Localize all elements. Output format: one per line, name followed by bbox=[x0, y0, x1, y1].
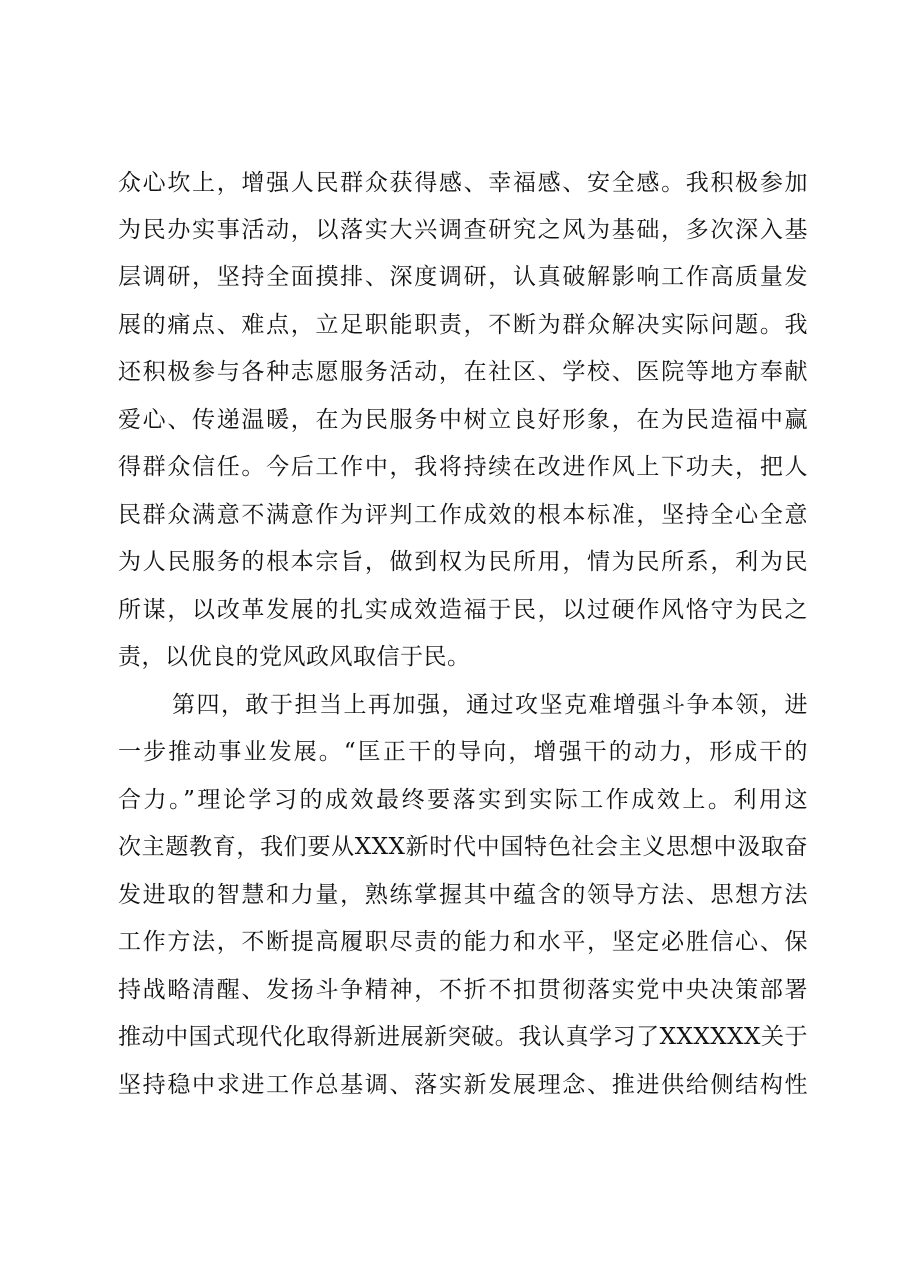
paragraph-1-line-11: 责，以优良的党风政风取信于民。 bbox=[118, 644, 471, 670]
paragraph-1-line-3: 层调研，坚持全面摸排、深度调研，认真破解影响工作高质量发 bbox=[118, 264, 808, 290]
paragraph-1-line-1: 众心坎上，增强人民群众获得感、幸福感、安全感。我积极参加 bbox=[118, 170, 808, 196]
paragraph-2-line-4: 次主题教育，我们要从XXX新时代中国特色社会主义思想中汲取奋 bbox=[118, 834, 808, 860]
paragraph-1-line-7: 得群众信任。今后工作中，我将持续在改进作风上下功夫，把人 bbox=[118, 454, 808, 480]
paragraph-2-line-2: 一步推动事业发展。“匡正干的导向，增强干的动力，形成干的 bbox=[118, 739, 808, 765]
paragraph-2-line-9: 坚持稳中求进工作总基调、落实新发展理念、推进供给侧结构性 bbox=[118, 1072, 808, 1098]
paragraph-1-line-8: 民群众满意不满意作为评判工作成效的根本标准，坚持全心全意 bbox=[118, 502, 808, 528]
paragraph-2-line-8: 推动中国式现代化取得新进展新突破。我认真学习了XXXXXX关于 bbox=[118, 1024, 808, 1050]
paragraph-1-line-9: 为人民服务的根本宗旨，做到权为民所用，情为民所系，利为民 bbox=[118, 549, 808, 575]
paragraph-1-line-2: 为民办实事活动，以落实大兴调查研究之风为基础，多次深入基 bbox=[118, 217, 808, 243]
paragraph-2-line-3: 合力。”理论学习的成效最终要落实到实际工作成效上。利用这 bbox=[118, 787, 808, 813]
paragraph-2-line-5: 发进取的智慧和力量，熟练掌握其中蕴含的领导方法、思想方法 bbox=[118, 882, 808, 908]
paragraph-1-line-5: 还积极参与各种志愿服务活动，在社区、学校、医院等地方奉献 bbox=[118, 359, 808, 385]
paragraph-2-line-1: 第四，敢于担当上再加强，通过攻坚克难增强斗争本领，进 bbox=[172, 692, 808, 718]
paragraph-2-line-6: 工作方法，不断提高履职尽责的能力和水平，坚定必胜信心、保 bbox=[118, 929, 808, 955]
paragraph-1-line-10: 所谋，以改革发展的扎实成效造福于民，以过硬作风恪守为民之 bbox=[118, 597, 808, 623]
paragraph-1-line-4: 展的痛点、难点，立足职能职责，不断为群众解决实际问题。我 bbox=[118, 312, 808, 338]
paragraph-1-line-6: 爱心、传递温暖，在为民服务中树立良好形象，在为民造福中赢 bbox=[118, 407, 808, 433]
paragraph-2-line-7: 持战略清醒、发扬斗争精神，不折不扣贯彻落实党中央决策部署 bbox=[118, 977, 808, 1003]
